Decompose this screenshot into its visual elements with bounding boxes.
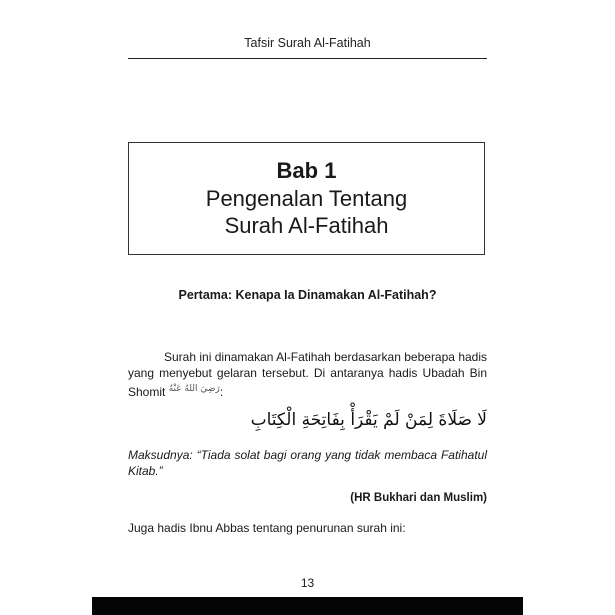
paragraph-text: Surah ini dinamakan Al-Fatihah berdasarkan beberapa hadis yang menyebut gelaran tersebut. Di antaranya hadis Ubadah Bin Shomit	[128, 350, 487, 399]
page-number: 13	[300, 576, 315, 590]
chapter-title-line-2: Surah Al-Fatihah	[224, 213, 389, 238]
paragraph-colon: :	[219, 385, 224, 399]
hadith-reference: (HR Bukhari dan Muslim)	[350, 492, 487, 504]
running-header: Tafsir Surah Al-Fatihah	[244, 36, 371, 50]
chapter-title-line-1: Pengenalan Tentang	[205, 186, 408, 211]
honorific-radhiallahu-anhu: رَضِيَ اللهُ عَنْهُ	[168, 384, 220, 394]
arabic-hadith-text: لَا صَلَاةَ لِمَنْ لَمْ يَقْرَأْ بِفَاتِحَةِ الْكِتَابِ	[250, 410, 487, 430]
hadith-translation: Maksudnya: “Tiada solat bagi orang yang tidak membaca Fatihatul Kitab.”	[128, 448, 487, 478]
body-paragraph	[128, 349, 487, 400]
header-rule	[128, 58, 487, 59]
section-heading: Pertama: Kenapa Ia Dinamakan Al-Fatihah?	[178, 288, 437, 302]
chapter-number: Bab 1	[276, 158, 337, 183]
bottom-black-bar	[92, 597, 523, 615]
body-paragraph-2: Juga hadis Ibnu Abbas tentang penurunan surah ini:	[128, 521, 406, 535]
chapter-title-box	[128, 142, 485, 255]
